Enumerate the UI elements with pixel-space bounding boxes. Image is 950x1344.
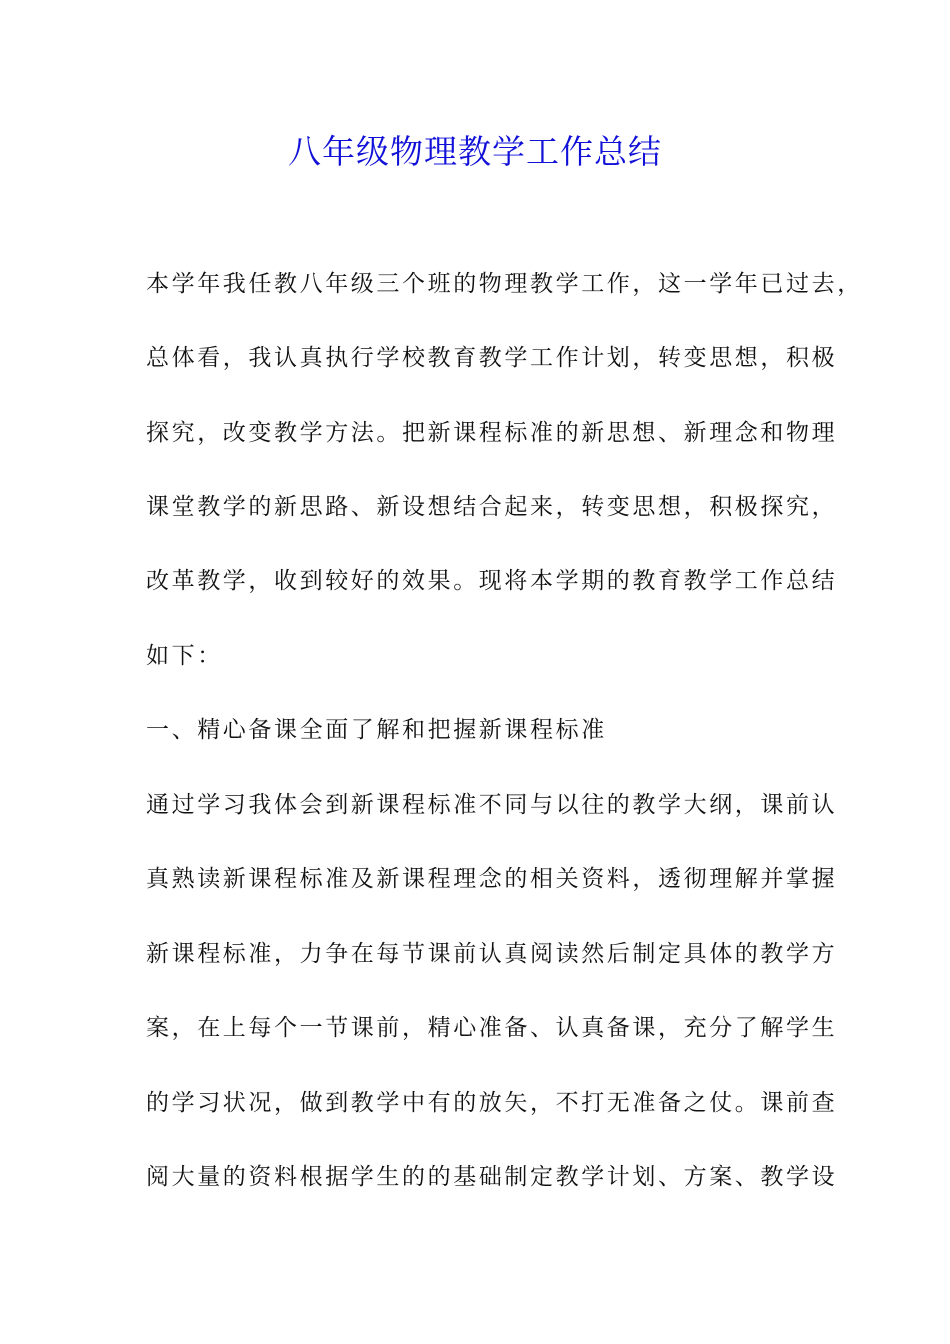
- paragraph-line: 的学习状况，做到教学中有的放矢，不打无准备之仗。课前查: [146, 1090, 838, 1116]
- paragraph-line: 阅大量的资料根据学生的的基础制定教学计划、方案、教学设: [146, 1164, 838, 1190]
- paragraph-line: 改革教学，收到较好的效果。现将本学期的教育教学工作总结: [146, 568, 838, 594]
- paragraph-line: 案，在上每个一节课前，精心准备、认真备课，充分了解学生: [146, 1015, 838, 1041]
- paragraph-line: 新课程标准，力争在每节课前认真阅读然后制定具体的教学方: [146, 941, 838, 967]
- paragraph-line: 如下：: [146, 643, 223, 669]
- paragraph-line: 本学年我任教八年级三个班的物理教学工作，这一学年已过去，: [146, 271, 863, 297]
- paragraph-line: 总体看，我认真执行学校教育教学工作计划，转变思想，积极: [146, 345, 838, 371]
- paragraph-line: 真熟读新课程标准及新课程理念的相关资料，透彻理解并掌握: [146, 866, 838, 892]
- paragraph-line: 课堂教学的新思路、新设想结合起来，转变思想，积极探究，: [146, 494, 838, 520]
- section-heading: 一、精心备课全面了解和把握新课程标准: [146, 717, 607, 743]
- paragraph-line: 探究，改变教学方法。把新课程标准的新思想、新理念和物理: [146, 420, 838, 446]
- document-title: 八年级物理教学工作总结: [288, 132, 662, 171]
- paragraph-line: 通过学习我体会到新课程标准不同与以往的教学大纲，课前认: [146, 792, 838, 818]
